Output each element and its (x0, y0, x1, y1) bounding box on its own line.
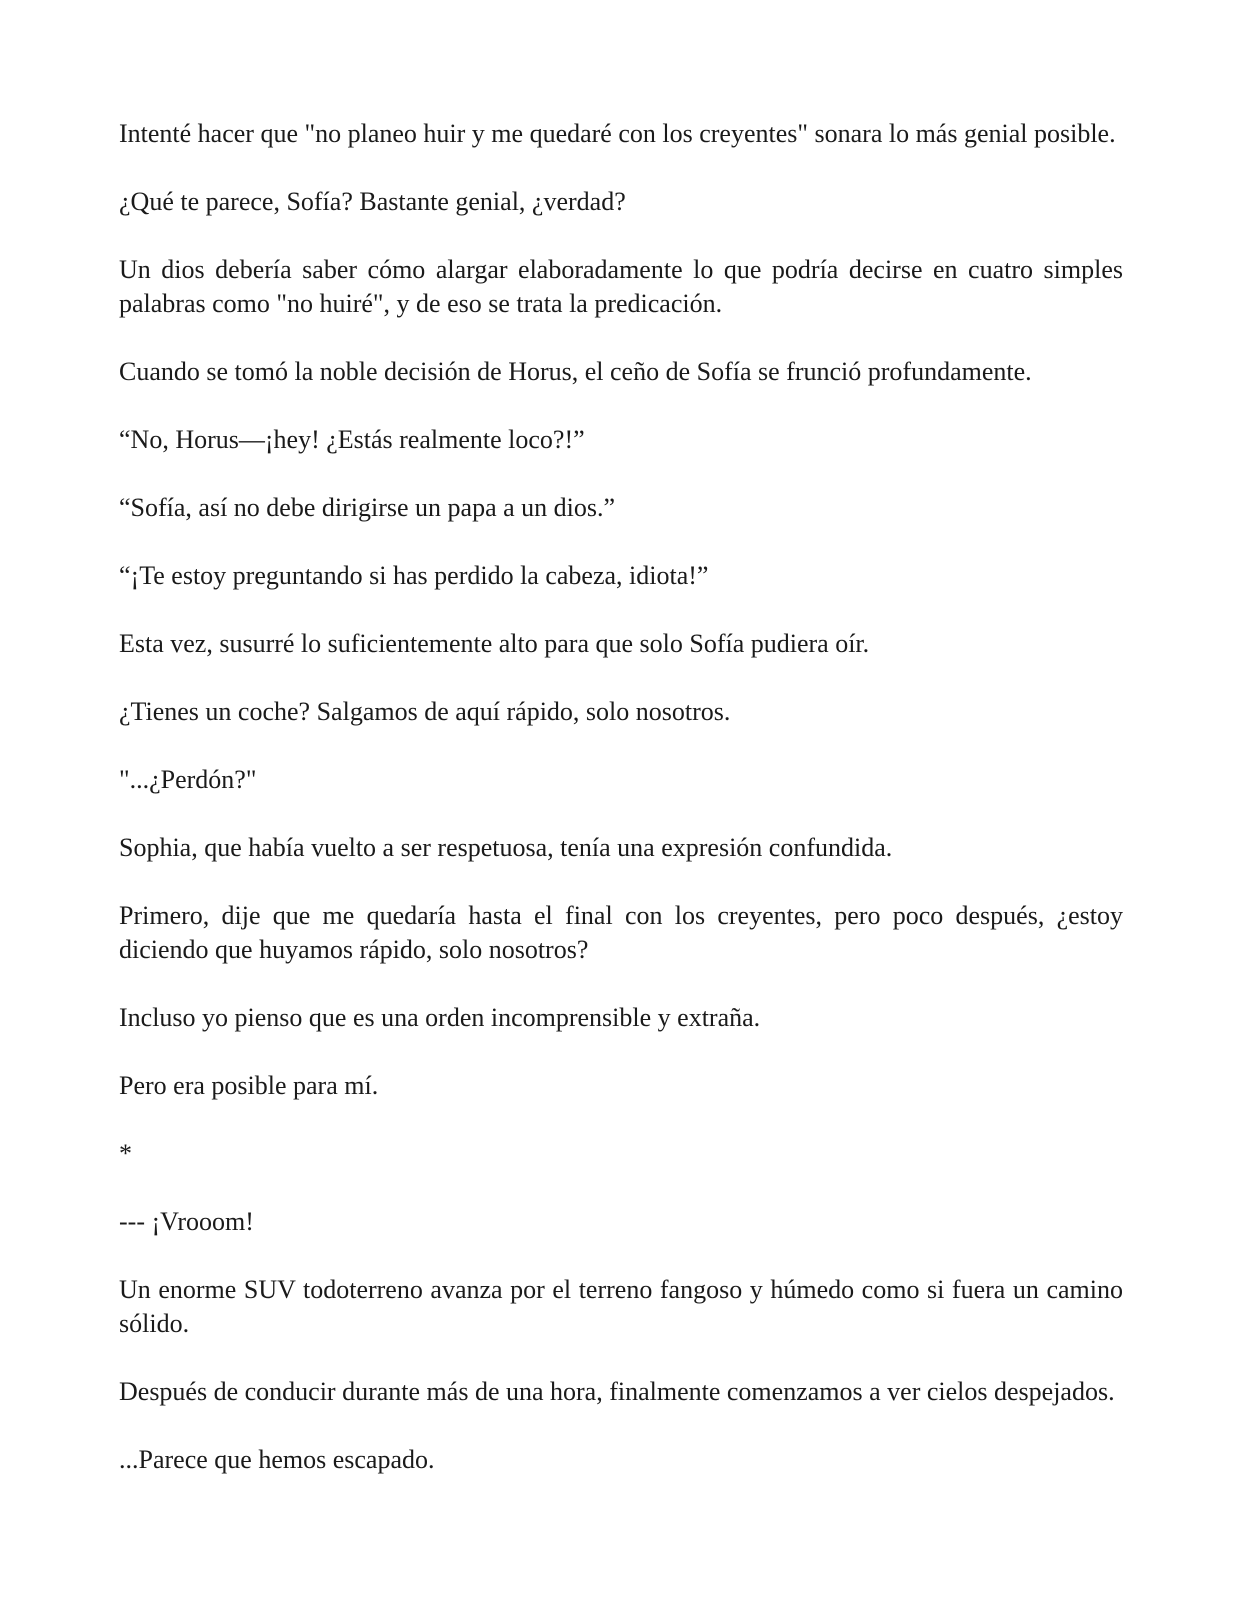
dialogue-line: "...¿Perdón?" (119, 765, 257, 794)
paragraph: Primero, dije que me quedaría hasta el final con los creyentes, pero poco después, ¿estoy diciendo que huyamos rápido, solo nosotros? (119, 901, 1123, 964)
paragraph: Sophia, que había vuelto a ser respetuosa, tenía una expresión confundida. (119, 833, 893, 862)
dialogue-line: “No, Horus—¡hey! ¿Estás realmente loco?!” (119, 425, 585, 454)
paragraph: ...Parece que hemos escapado. (119, 1445, 435, 1474)
paragraph: ¿Tienes un coche? Salgamos de aquí rápido, solo nosotros. (119, 697, 731, 726)
paragraph: Un enorme SUV todoterreno avanza por el terreno fangoso y húmedo como si fuera un camino sólido. (119, 1275, 1123, 1338)
paragraph: Después de conducir durante más de una hora, finalmente comenzamos a ver cielos despejados. (119, 1377, 1115, 1406)
paragraph: Pero era posible para mí. (119, 1071, 379, 1100)
paragraph: ¿Qué te parece, Sofía? Bastante genial, ¿verdad? (119, 187, 626, 216)
paragraph: Incluso yo pienso que es una orden incomprensible y extraña. (119, 1003, 761, 1032)
scene-break: * (119, 1139, 132, 1168)
paragraph: Intenté hacer que "no planeo huir y me quedaré con los creyentes" sonara lo más genial posible. (119, 119, 1116, 148)
document-page (119, 117, 1123, 1477)
dialogue-line: “Sofía, así no debe dirigirse un papa a un dios.” (119, 493, 616, 522)
dialogue-line: “¡Te estoy preguntando si has perdido la cabeza, idiota!” (119, 561, 709, 590)
paragraph: --- ¡Vrooom! (119, 1207, 254, 1236)
paragraph: Esta vez, susurré lo suficientemente alto para que solo Sofía pudiera oír. (119, 629, 870, 658)
paragraph: Un dios debería saber cómo alargar elaboradamente lo que podría decirse en cuatro simples palabras como "no huiré", y de eso se trata la predicación. (119, 255, 1123, 318)
paragraph: Cuando se tomó la noble decisión de Horus, el ceño de Sofía se frunció profundamente. (119, 357, 1032, 386)
